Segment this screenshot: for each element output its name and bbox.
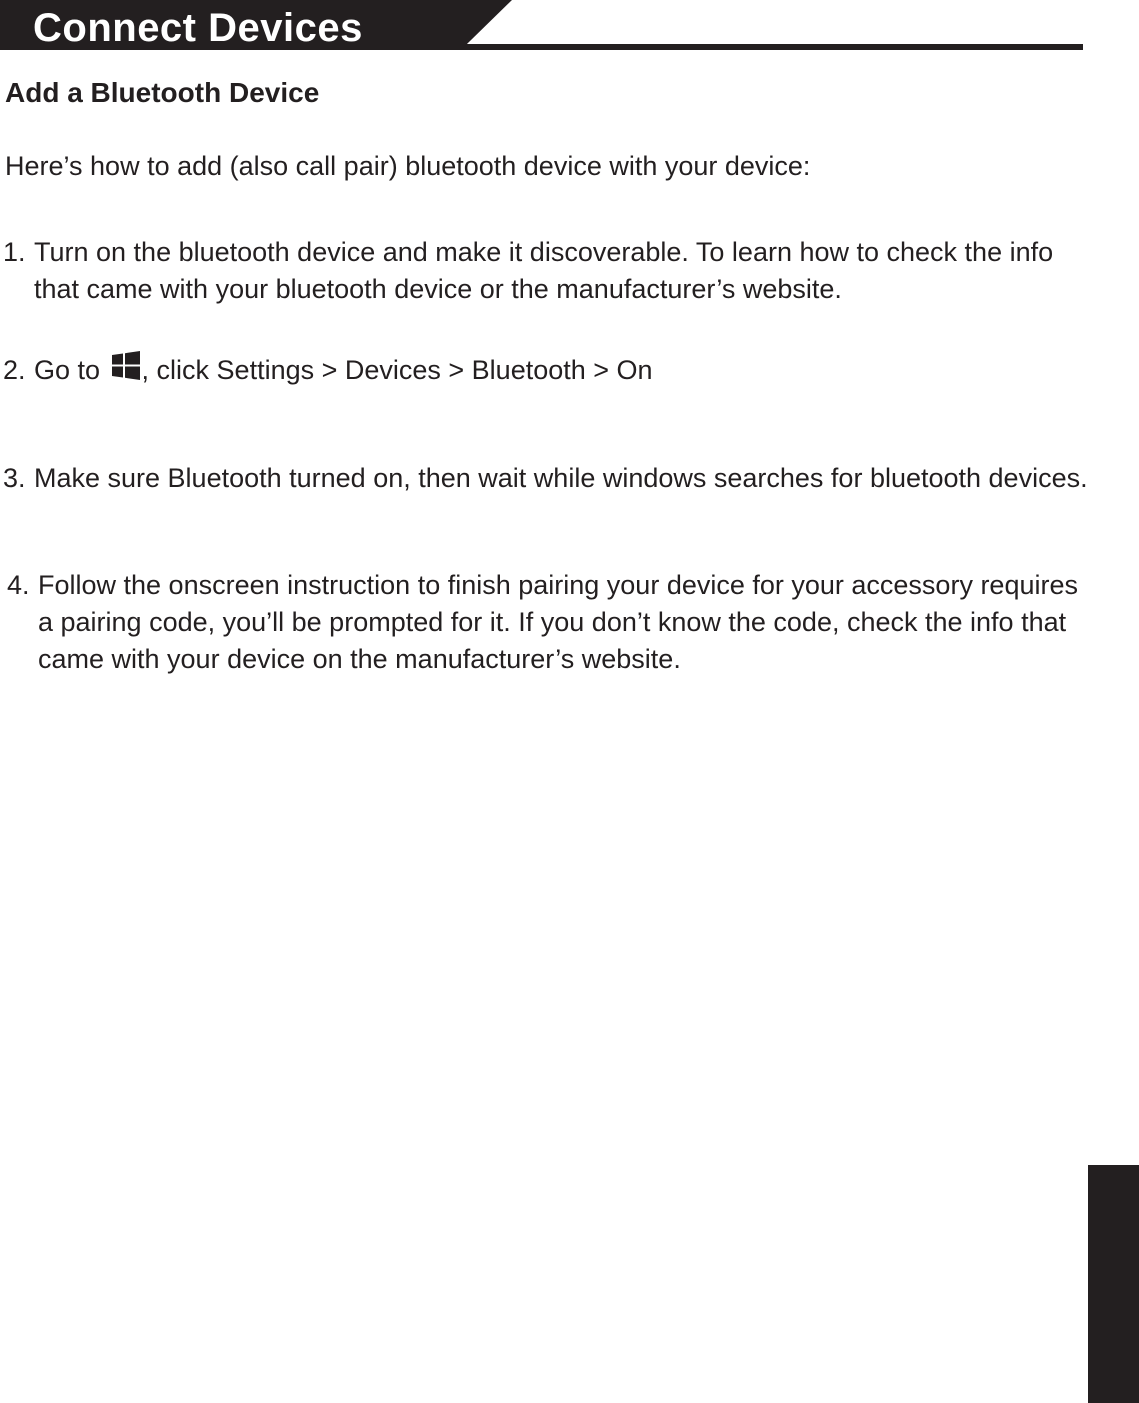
step-3 [3, 460, 1098, 497]
step-number: 2. [3, 355, 26, 385]
step-number: 4. [7, 570, 30, 600]
step-1 [3, 234, 1098, 308]
step-2-suffix: , click Settings > Devices > Bluetooth > On [141, 355, 653, 385]
section-heading: Add a Bluetooth Device [5, 77, 320, 108]
step-text: Make sure Bluetooth turned on, then wait while windows searches for bluetooth devices. [34, 463, 1088, 493]
step-text: Turn on the bluetooth device and make it discoverable. To learn how to check the info that came with your bluetooth device or the manufacturer’s website. [34, 237, 1054, 304]
step-2 [3, 351, 1098, 389]
step-text: Follow the onscreen instruction to finish pairing your device for your accessory requires a pairing code, you’ll be prompted for it. If you don’t know the code, check the info that came with your device on the manufacturer’s website. [38, 570, 1078, 674]
step-number: 1. [3, 237, 26, 267]
side-tab [1088, 1165, 1139, 1403]
step-2-prefix: Go to [34, 355, 108, 385]
step-number: 3. [3, 463, 26, 493]
intro-text: Here’s how to add (also call pair) bluetooth device with your device: [5, 151, 811, 181]
step-text [34, 351, 1098, 389]
page-title: Connect Devices [33, 6, 363, 50]
step-4 [7, 567, 1092, 678]
windows-logo-icon [112, 351, 140, 381]
